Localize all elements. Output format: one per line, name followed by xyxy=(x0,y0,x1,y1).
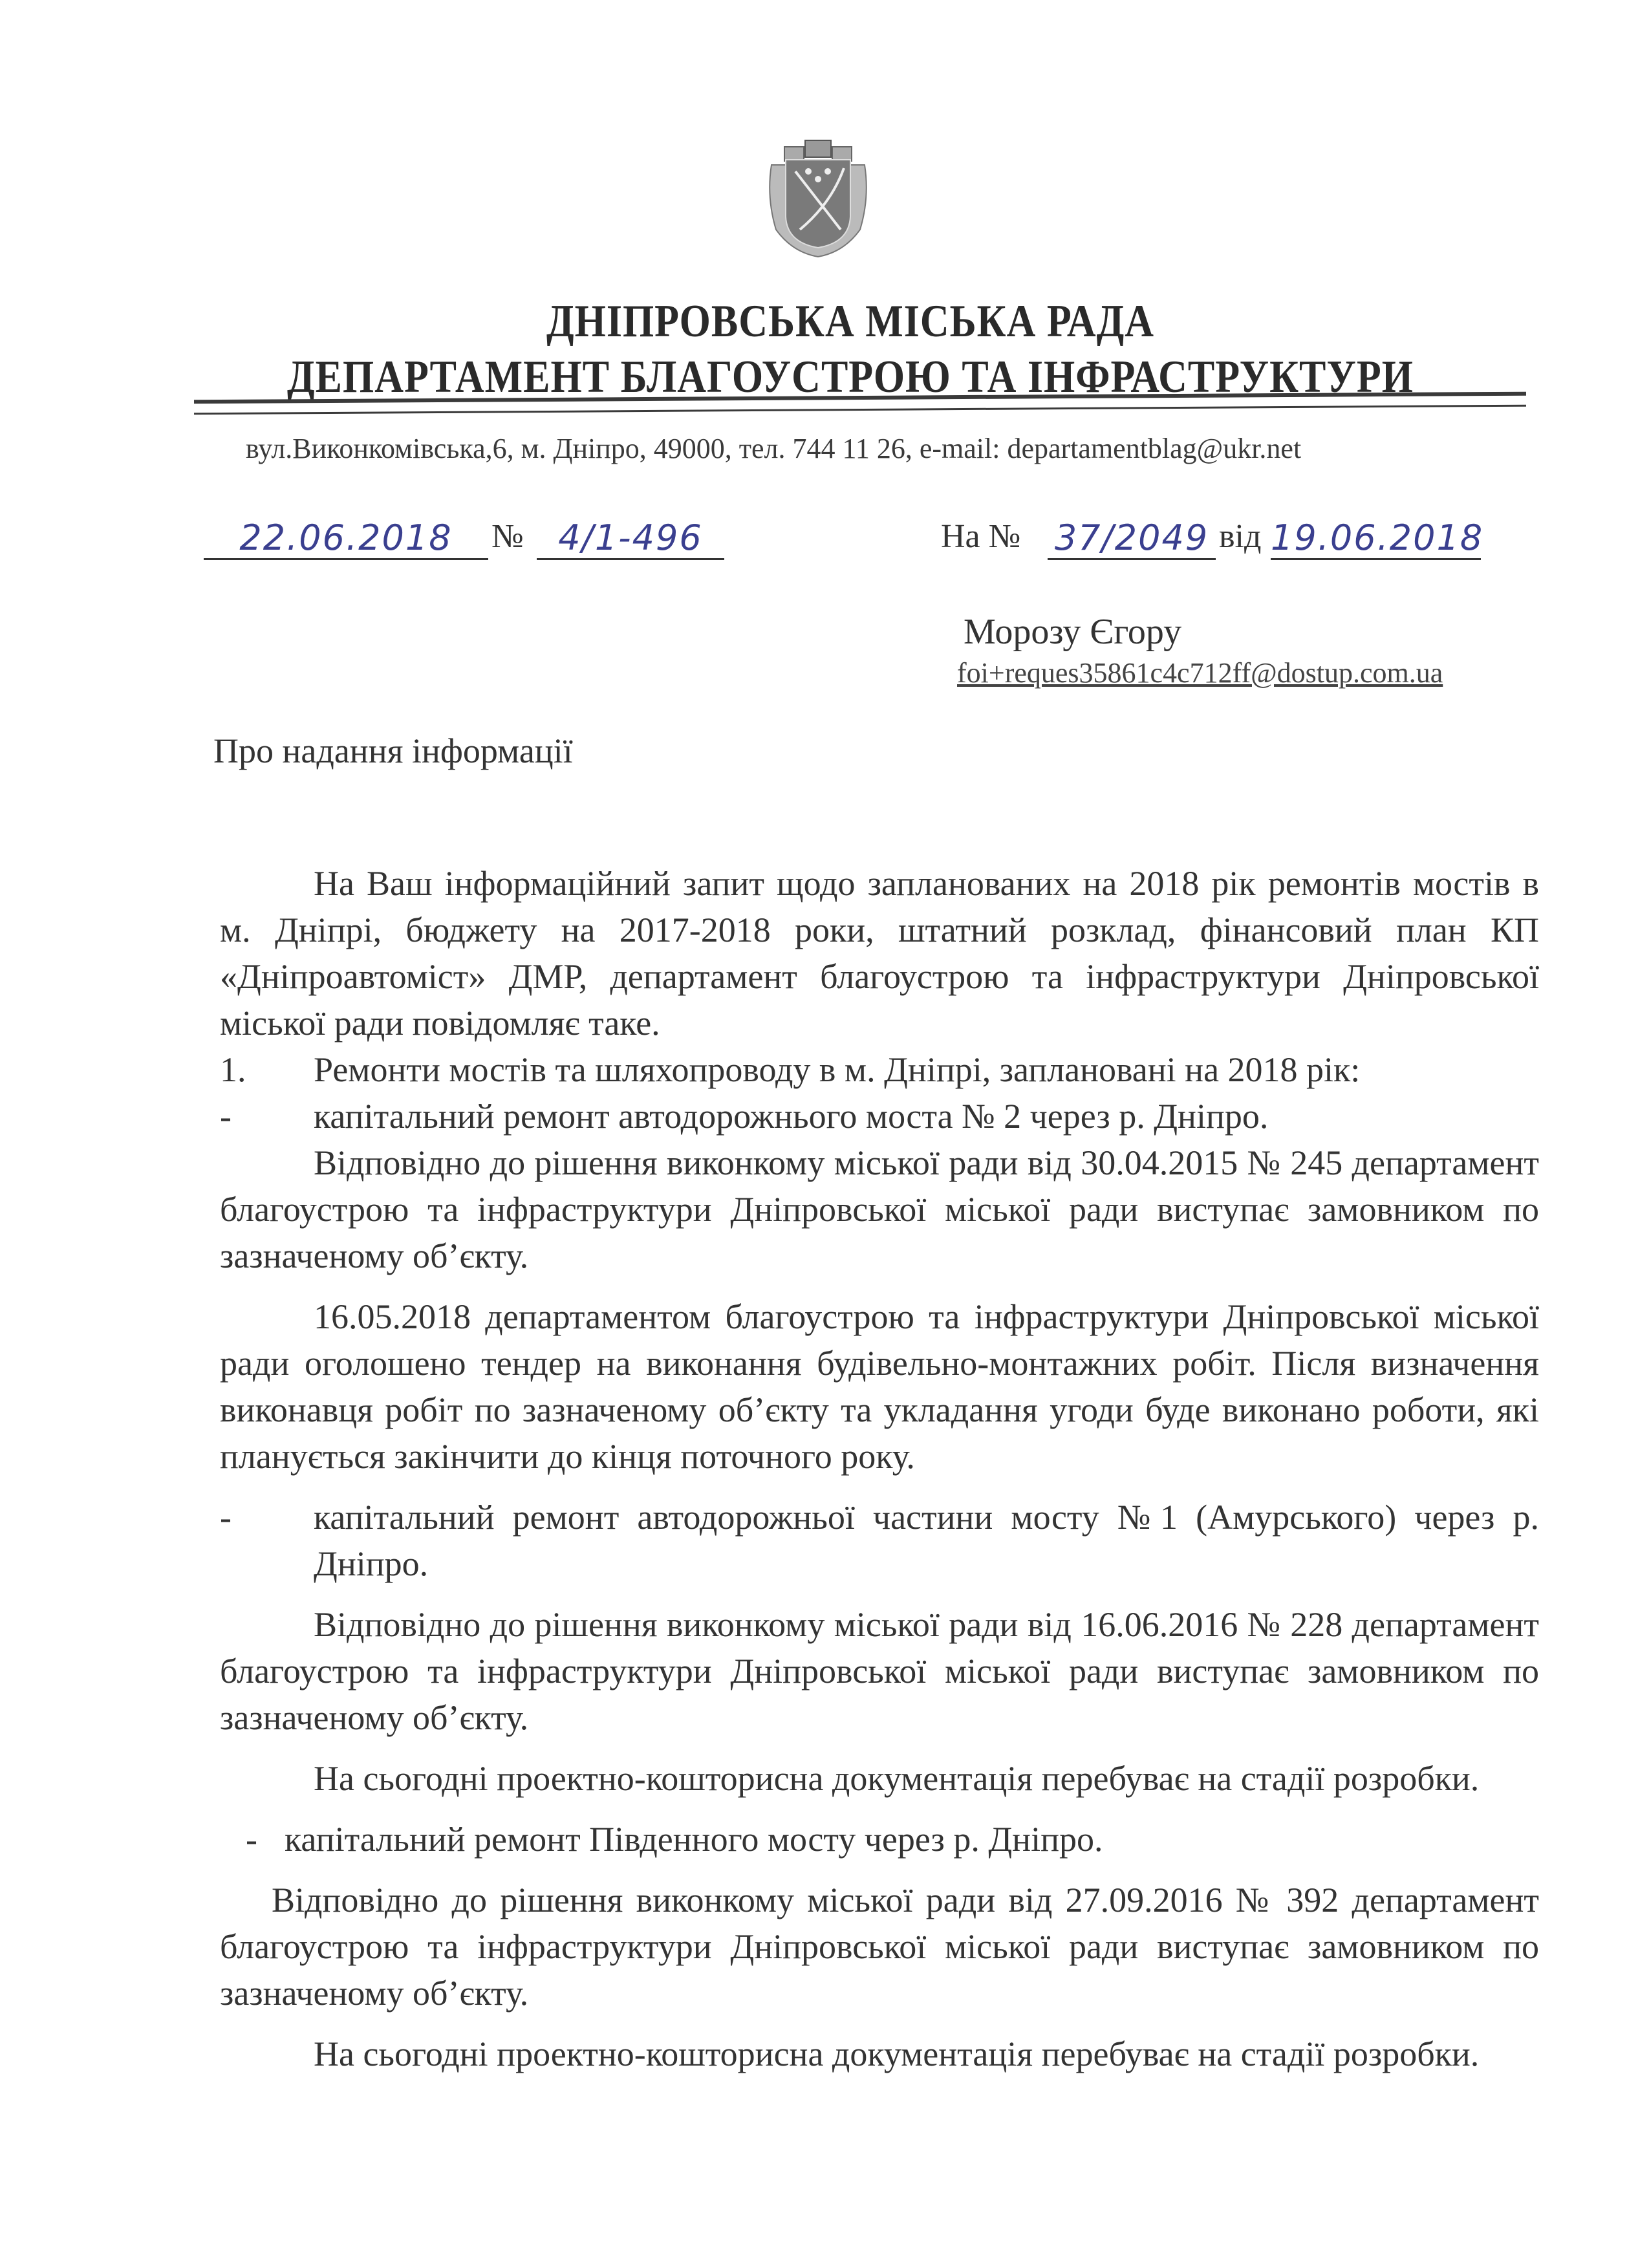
intro-paragraph: На Ваш інформаційний запит щодо запланованих на 2018 рік ремонтів мостів в м. Дніпрі, бюджету на 2017-2018 роки, штатний розклад, фінансовий план КП «Дніпроавтоміст» ДМР, департамент благоустрою та інфраструктури Дніпровської міської ради повідомляє таке. xyxy=(220,864,1539,1042)
recipient-email-link[interactable]: foi+reques35861c4c712ff@dostup.com.ua xyxy=(957,657,1443,689)
dash-marker: - xyxy=(246,1820,257,1859)
item-paragraph: Відповідно до рішення виконкому міської ради від 16.06.2016 № 228 департамент благоустрою та інфраструктури Дніпровської міської ради виступає замовником по зазначеному об’єкту. xyxy=(220,1605,1539,1737)
list-item-southern-bridge xyxy=(220,1816,1539,1863)
item-paragraph: На сьогодні проектно-кошторисна документація перебуває на стадії розробки. xyxy=(314,1759,1480,1798)
coat-of-arms-icon xyxy=(766,139,870,259)
incoming-date: 19.06.2018 xyxy=(1271,517,1481,560)
item-title: капітальний ремонт Південного мосту через р. Дніпро. xyxy=(285,1820,1103,1859)
item-paragraph: На сьогодні проектно-кошторисна документація перебуває на стадії розробки. xyxy=(314,2035,1480,2073)
reply-to-label: На № xyxy=(941,518,1021,555)
item-title: капітальний ремонт автодорожньої частини мосту №1 (Амурського) через р. Дніпро. xyxy=(314,1498,1539,1583)
item-paragraph: 16.05.2018 департаментом благоустрою та інфраструктури Дніпровської міської ради оголошено тендер на виконання будівельно-монтажних робіт. Після визначення виконавця робіт по зазначеному об’єкту та укладання угоди буде виконано роботи, які планується закінчити до кінця поточного року. xyxy=(220,1297,1539,1476)
outgoing-date: 22.06.2018 xyxy=(204,517,488,560)
recipient-name: Морозу Єгору xyxy=(964,612,1182,652)
letterhead-rule-thin xyxy=(194,405,1526,415)
outgoing-number: 4/1-496 xyxy=(537,517,724,560)
outgoing-number-label: № xyxy=(491,518,524,555)
letter-body xyxy=(220,860,1539,2077)
item-paragraph: Відповідно до рішення виконкому міської ради від 30.04.2015 № 245 департамент благоустрою та інфраструктури Дніпровської міської ради виступає замовником по зазначеному об’єкту. xyxy=(220,1143,1539,1275)
section-marker: 1. xyxy=(220,1050,246,1089)
item-title: капітальний ремонт автодорожнього моста № 2 через р. Дніпро. xyxy=(314,1097,1269,1136)
letter-subject: Про надання інформації xyxy=(213,731,573,770)
dash-marker: - xyxy=(220,1498,232,1537)
section-title: Ремонти мостів та шляхопроводу в м. Дніпрі, заплановані на 2018 рік: xyxy=(314,1050,1361,1089)
org-name: ДНІПРОВСЬКА МІСЬКА РАДА xyxy=(546,296,1155,347)
section-1-heading xyxy=(220,1046,1539,1093)
incoming-from-label: від xyxy=(1219,518,1262,555)
dash-marker: - xyxy=(220,1097,232,1136)
list-item-bridge-2 xyxy=(220,1093,1539,1139)
list-item-bridge-1-amursky xyxy=(220,1494,1539,1587)
department-address: вул.Виконкомівська,6, м. Дніпро, 49000, тел. 744 11 26, e-mail: departamentblag@ukr.net xyxy=(246,433,1302,464)
item-paragraph: Відповідно до рішення виконкому міської ради від 27.09.2016 № 392 департамент благоустрою та інфраструктури Дніпровської міської ради виступає замовником по зазначеному об’єкту. xyxy=(220,1881,1539,2013)
incoming-number: 37/2049 xyxy=(1048,517,1216,560)
department-name: ДЕПАРТАМЕНТ БЛАГОУСТРОЮ ТА ІНФРАСТРУКТУРИ xyxy=(286,351,1414,403)
